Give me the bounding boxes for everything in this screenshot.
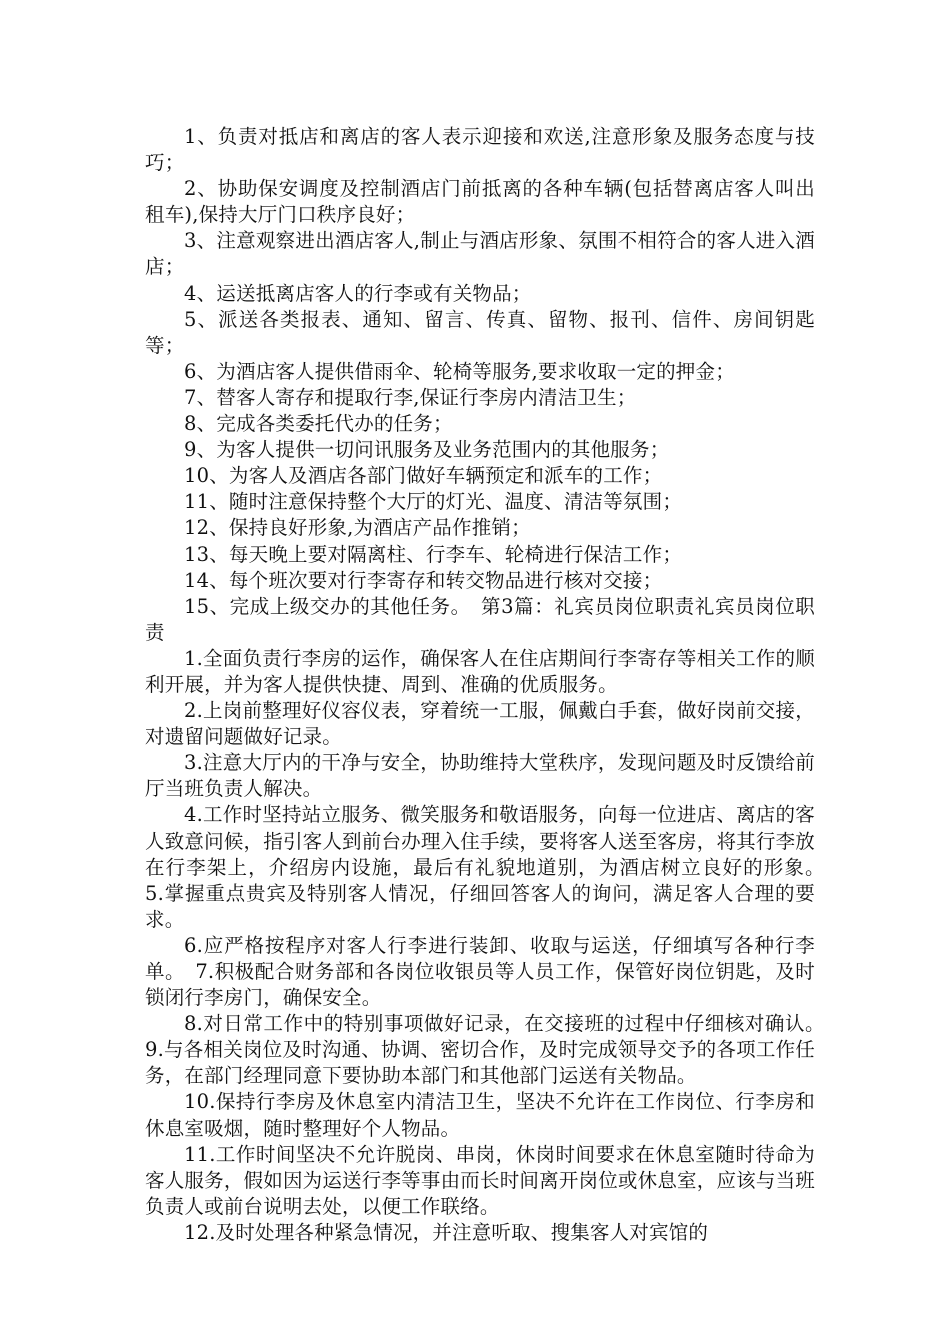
paragraph-2: 2、协助保安调度及控制酒店门前抵离的各种车辆(包括替离店客人叫出租车),保持大厅门口秩序良好； — [145, 177, 815, 227]
paragraph-1: 1、负责对抵店和离店的客人表示迎接和欢送,注意形象及服务态度与技巧； — [145, 125, 815, 175]
paragraph-11: 11、随时注意保持整个大厅的灯光、温度、清洁等氛围； — [184, 490, 683, 514]
paragraph-19: 4.工作时坚持站立服务、微笑服务和敬语服务，向每一位进店、离店的客人致意问候，指引客人到前台办理入住手续，要将客人送至客房，将其行李放在行李架上，介绍房内设施，最后有礼貌地道别，为酒店树立良好的形象。 5.掌握重点贵宾及特别客人情况，仔细回答客人的询问，满足客人合理的要求。 — [145, 803, 835, 931]
paragraph-10: 10、为客人及酒店各部门做好车辆预定和派车的工作； — [184, 464, 663, 488]
paragraph-15: 15、完成上级交办的其他任务。 第3篇：礼宾员岗位职责礼宾员岗位职责 — [145, 594, 815, 644]
paragraph-12: 12、保持良好形象,为酒店产品作推销； — [184, 516, 531, 540]
paragraph-16: 1.全面负责行李房的运作，确保客人在住店期间行李寄存等相关工作的顺利开展，并为客人提供快捷、周到、准确的优质服务。 — [145, 646, 815, 696]
paragraph-17: 2.上岗前整理好仪容仪表，穿着统一工服，佩戴白手套，做好岗前交接，对遗留问题做好记录。 — [145, 699, 815, 749]
document-body — [145, 124, 835, 1246]
paragraph-3: 3、注意观察进出酒店客人,制止与酒店形象、氛围不相符合的客人进入酒店； — [145, 229, 815, 279]
paragraph-14: 14、每个班次要对行李寄存和转交物品进行核对交接； — [184, 568, 663, 592]
paragraph-20: 6.应严格按程序对客人行李进行装卸、收取与运送，仔细填写各种行李单。 7.积极配合财务部和各岗位收银员等人员工作，保管好岗位钥匙，及时锁闭行李房门，确保安全。 — [145, 933, 815, 1010]
paragraph-18: 3.注意大厅内的干净与安全，协助维持大堂秩序，发现问题及时反馈给前厅当班负责人解决。 — [145, 751, 815, 801]
paragraph-23: 11.工作时间坚决不允许脱岗、串岗，休岗时间要求在休息室随时待命为客人服务，假如因为运送行李等事由而长时间离开岗位或休息室，应该与当班负责人或前台说明去处，以便工作联络。 — [145, 1142, 815, 1218]
paragraph-13: 13、每天晚上要对隔离柱、行李车、轮椅进行保洁工作； — [184, 542, 683, 566]
paragraph-4: 4、运送抵离店客人的行李或有关物品； — [184, 281, 532, 305]
paragraph-24: 12.及时处理各种紧急情况，并注意听取、搜集客人对宾馆的 — [184, 1220, 709, 1244]
paragraph-9: 9、为客人提供一切问讯服务及业务范围内的其他服务； — [184, 438, 670, 462]
paragraph-6: 6、为酒店客人提供借雨伞、轮椅等服务,要求收取一定的押金； — [184, 359, 735, 383]
paragraph-8: 8、完成各类委托代办的任务； — [184, 412, 453, 436]
paragraph-22: 10.保持行李房及休息室内清洁卫生，坚决不允许在工作岗位、行李房和休息室吸烟，随时整理好个人物品。 — [145, 1090, 815, 1140]
paragraph-5: 5、派送各类报表、通知、留言、传真、留物、报刊、信件、房间钥匙等； — [145, 307, 815, 357]
paragraph-21: 8.对日常工作中的特别事项做好记录，在交接班的过程中仔细核对确认。 9.与各相关岗位及时沟通、协调、密切合作，及时完成领导交予的各项工作任务，在部门经理同意下要协助本部门和其他部门运送有关物品。 — [145, 1012, 835, 1088]
paragraph-7: 7、替客人寄存和提取行李,保证行李房内清洁卫生； — [184, 385, 637, 409]
